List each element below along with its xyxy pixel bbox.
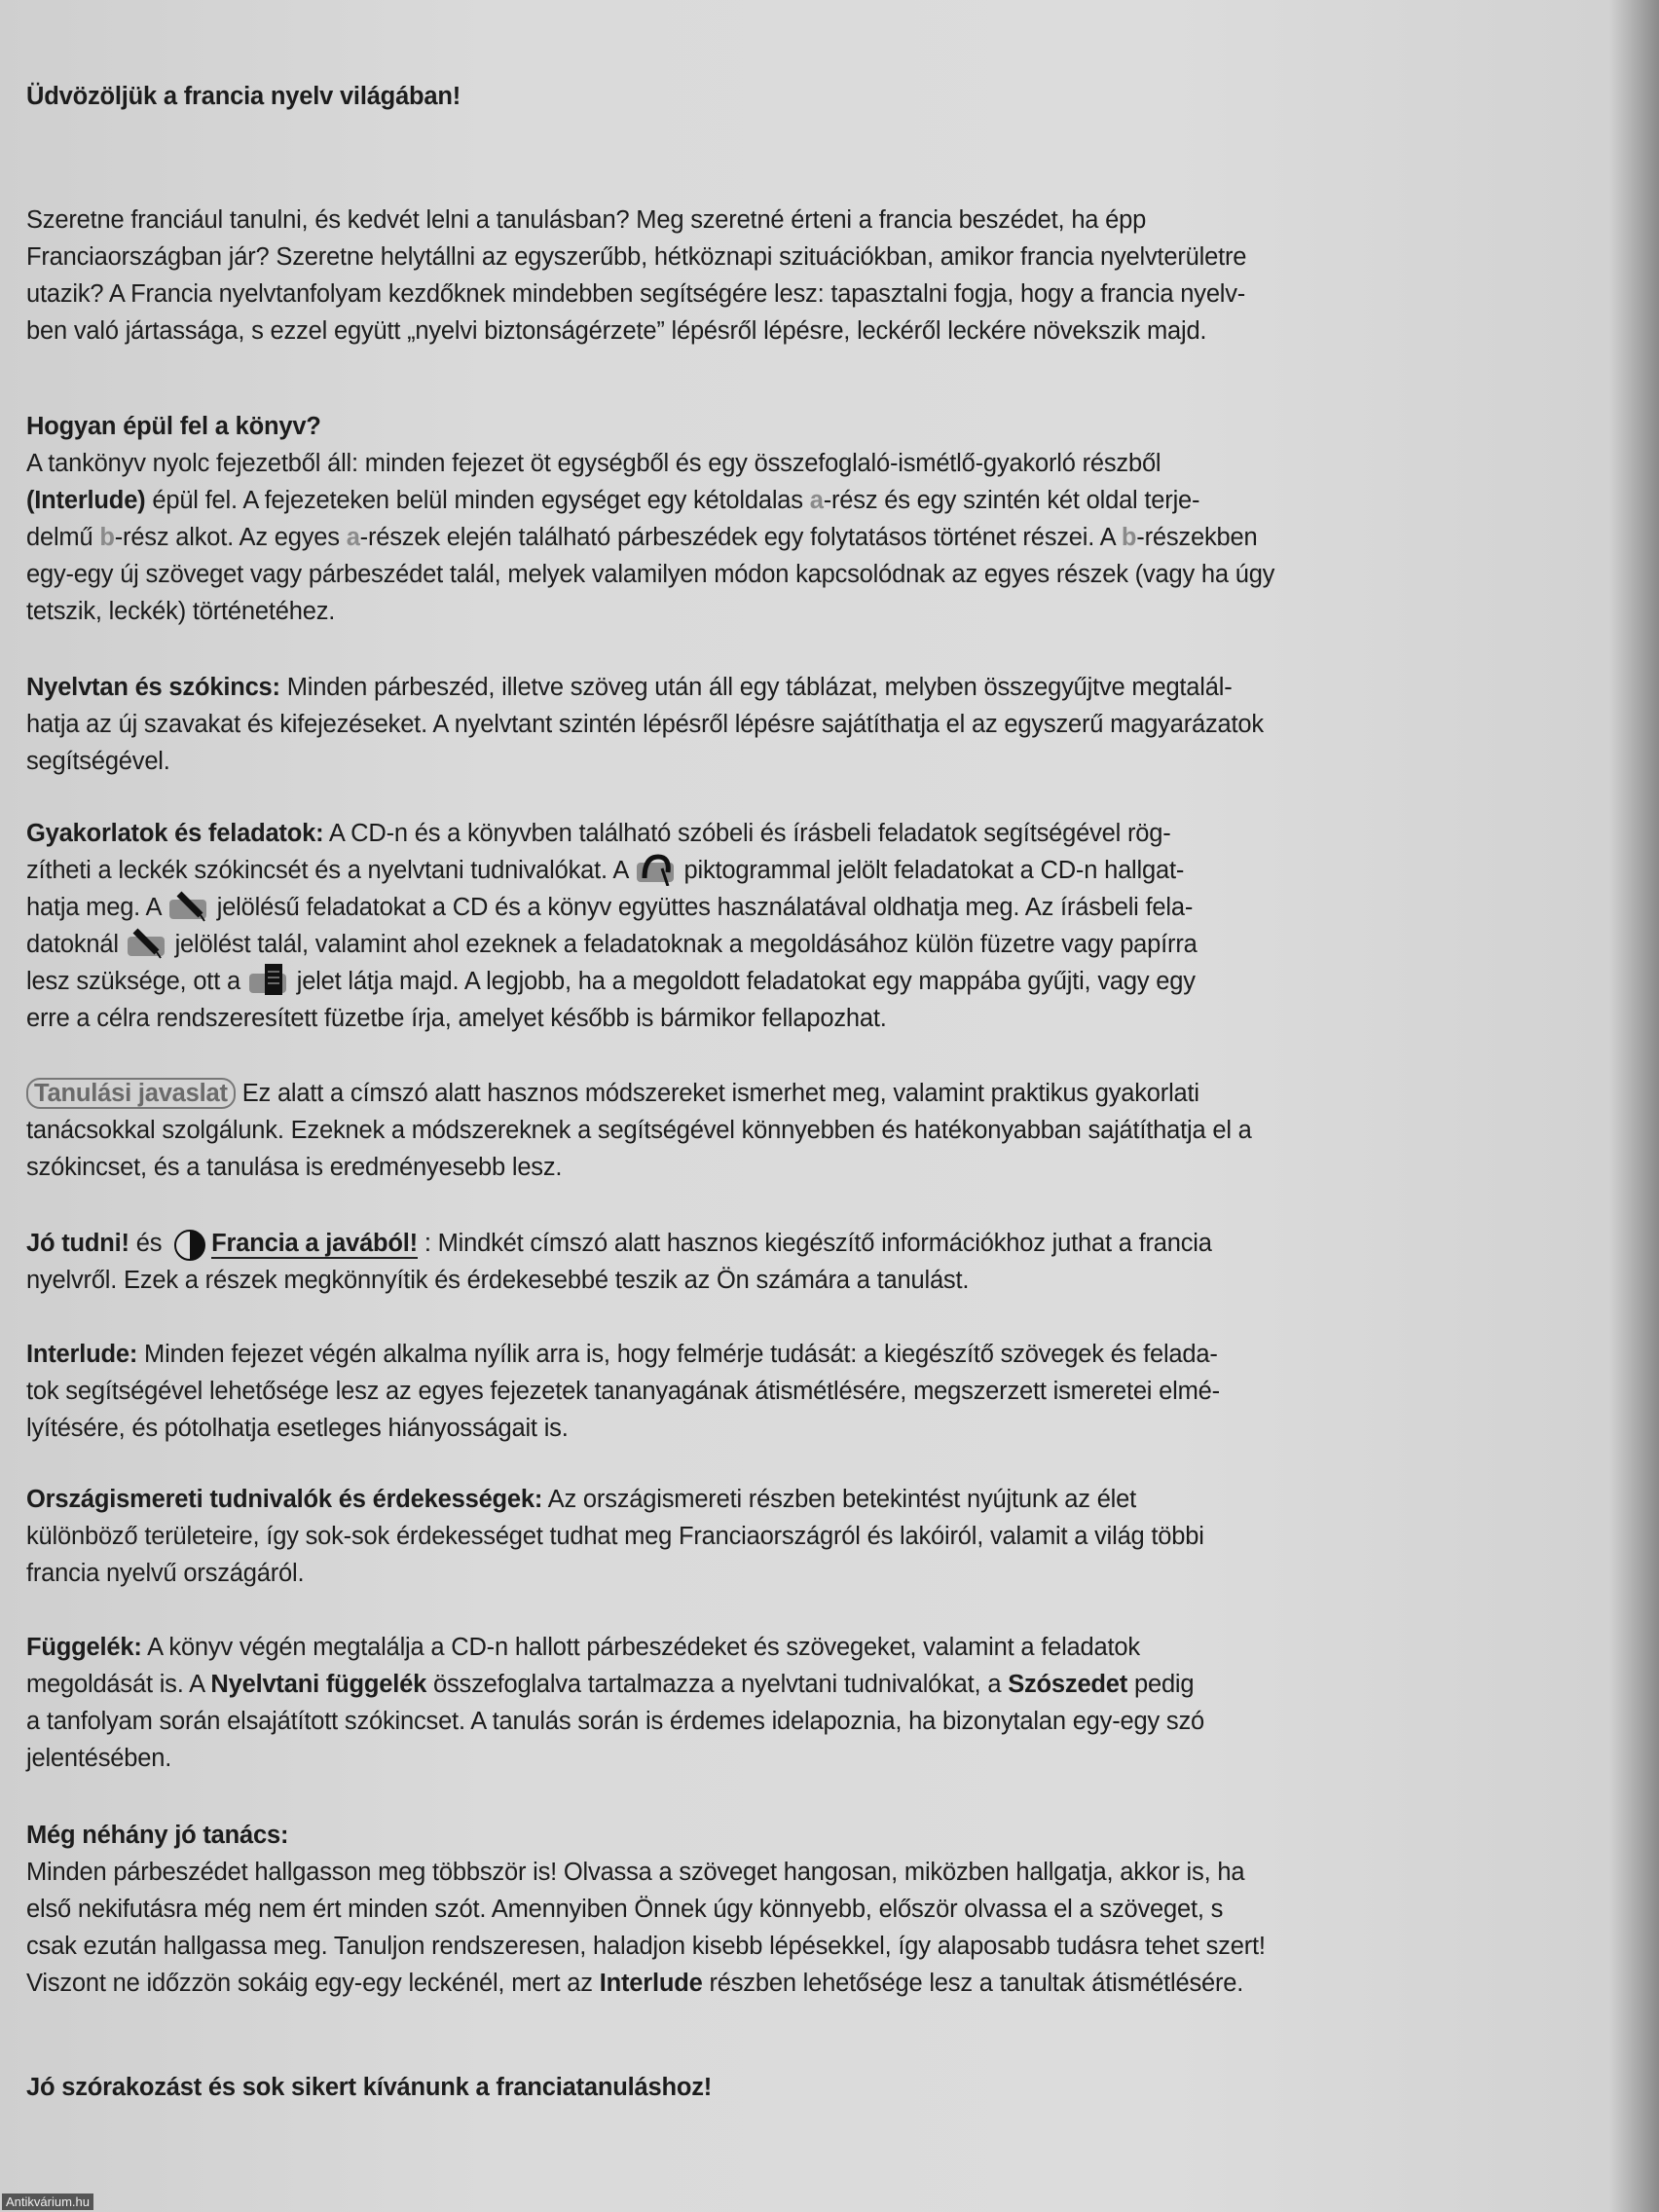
text-run: tetszik, leckék) történetéhez. xyxy=(26,598,336,625)
bold-term: Gyakorlatok és feladatok: xyxy=(26,820,324,847)
text-run: ben való jártassága, s ezzel együtt „nyelvi biztonságérzete” lépésről lépésre, leckéről leckére növekszik majd. xyxy=(26,317,1207,345)
text-line xyxy=(26,1666,1428,1703)
text-line xyxy=(26,1262,1428,1299)
text-line xyxy=(26,1518,1428,1555)
bold-term: Interlude: xyxy=(26,1341,138,1368)
text-run: Minden fejezet végén alkalma nyílik arra is, hogy felmérje tudását: a kiegészítő szövegek és felada- xyxy=(137,1341,1218,1368)
page-title-block xyxy=(26,78,1428,115)
watermark: Antikvárium.hu xyxy=(2,2194,93,2210)
text-run: tok segítségével lehetősége lesz az egyes fejezetek tananyagának átismétlésére, megszerzett ismeretei elmé- xyxy=(26,1378,1220,1405)
text-run: pedig xyxy=(1127,1671,1195,1698)
text-line xyxy=(26,1703,1428,1740)
bold-term: (Interlude) xyxy=(26,487,146,514)
paragraph xyxy=(26,815,1428,1037)
paragraph xyxy=(26,408,1428,630)
text-line xyxy=(26,1817,1428,1854)
text-run: Szeretne franciául tanulni, és kedvét lelni a tanulásban? Meg szeretné érteni a francia beszédet, ha épp xyxy=(26,206,1147,234)
tip-label: Tanulási javaslat xyxy=(26,1078,236,1109)
text-line xyxy=(26,1373,1428,1410)
text-run: -részekben xyxy=(1136,524,1258,551)
part-letter: a xyxy=(809,487,824,514)
bold-term: Hogyan épül fel a könyv? xyxy=(26,413,321,440)
text-line xyxy=(26,1965,1428,2002)
text-line xyxy=(26,556,1428,593)
text-line xyxy=(26,1336,1428,1373)
text-line xyxy=(26,963,1428,1000)
text-run: tanácsokkal szolgálunk. Ezeknek a módszereknek a segítségével könnyebben és hatékonyabban sajátíthatja el a xyxy=(26,1117,1252,1144)
text-run: lyítésére, és pótolhatja esetleges hiányosságait is. xyxy=(26,1415,569,1442)
page-title: Üdvözöljük a francia nyelv világában! xyxy=(26,83,461,110)
bold-term: Jó tudni! xyxy=(26,1230,129,1257)
text-run: jelet látja majd. A legjobb, ha a megoldott feladatokat egy mappába gyűjti, vagy egy xyxy=(289,968,1196,995)
text-run: különböző területeire, így sok-sok érdekességet tudhat meg Franciaországról és lakóiról, valamit a világ többi xyxy=(26,1523,1204,1550)
text-line xyxy=(26,445,1428,482)
text-line xyxy=(26,1555,1428,1592)
text-line xyxy=(26,1000,1428,1037)
text-run: megoldását is. A xyxy=(26,1671,211,1698)
paragraph xyxy=(26,1075,1428,1186)
bold-term: Interlude xyxy=(599,1970,703,1997)
text-line xyxy=(26,313,1428,350)
text-run: Ez alatt a címszó alatt hasznos módszereket ismerhet meg, valamint praktikus gyakorlati xyxy=(235,1080,1199,1107)
text-run: részben lehetősége lesz a tanultak átismétlésére. xyxy=(702,1970,1244,1997)
part-letter: b xyxy=(1121,524,1137,551)
text-run: A tankönyv nyolc fejezetből áll: minden fejezet öt egységből és egy összefoglaló-ismétlő-gyakorló részből xyxy=(26,450,1161,477)
paragraph xyxy=(26,1225,1428,1299)
part-letter: b xyxy=(99,524,115,551)
text-run: Az országismereti részben betekintést nyújtunk az élet xyxy=(542,1486,1137,1513)
text-line xyxy=(26,1481,1428,1518)
text-run: Minden párbeszédet hallgasson meg többször is! Olvassa a szöveget hangosan, miközben hallgatja, akkor is, ha xyxy=(26,1859,1245,1886)
bold-term: Nyelvtani függelék xyxy=(210,1671,427,1698)
bold-term: Még néhány jó tanács: xyxy=(26,1822,289,1849)
text-run: hatja meg. A xyxy=(26,894,167,921)
paragraph xyxy=(26,2069,1428,2106)
text-line xyxy=(26,1928,1428,1965)
text-line xyxy=(26,743,1428,780)
text-run: Minden párbeszéd, illetve szöveg után áll egy táblázat, melyben összegyűjtve megtalál- xyxy=(279,674,1233,701)
text-run: épül fel. A fejezeteken belül minden egységet egy kétoldalas xyxy=(145,487,810,514)
bold-term: Jó szórakozást és sok sikert kívánunk a franciatanuláshoz! xyxy=(26,2074,713,2101)
text-line xyxy=(26,482,1428,519)
text-line xyxy=(26,276,1428,313)
text-line xyxy=(26,1891,1428,1928)
paragraph xyxy=(26,1817,1428,2002)
text-line xyxy=(26,669,1428,706)
text-run: Viszont ne időzzön sokáig egy-egy leckénél, mert az xyxy=(26,1970,600,1997)
text-line xyxy=(26,815,1428,852)
text-run: lesz szüksége, ott a xyxy=(26,968,247,995)
text-run: segítségével. xyxy=(26,748,170,775)
text-run: hatja az új szavakat és kifejezéseket. A nyelvtant szintén lépésről lépésre sajátíthatja el az egyszerű magyarázatok xyxy=(26,711,1264,738)
paragraph xyxy=(26,1629,1428,1777)
text-run: első nekifutásra még nem ért minden szót. Amennyiben Önnek úgy könnyebb, először olvassa el a szöveget, s xyxy=(26,1896,1224,1923)
text-run: és xyxy=(129,1230,169,1257)
text-line xyxy=(26,519,1428,556)
part-letter: a xyxy=(346,524,360,551)
text-line xyxy=(26,593,1428,630)
bold-term: Nyelvtan és szókincs: xyxy=(26,674,280,701)
pencil-icon xyxy=(128,931,166,958)
text-run: -részek elején található párbeszédek egy folytatásos történet részei. A xyxy=(359,524,1122,551)
text-run: erre a célra rendszeresített füzetbe írja, amelyet később is bármikor fellapozhat. xyxy=(26,1005,887,1032)
notebook-icon xyxy=(249,968,288,995)
text-run: egy-egy új szöveget vagy párbeszédet talál, melyek valamilyen módon kapcsolódnak az egyes részek (vagy ha úgy xyxy=(26,561,1275,588)
text-run: jelentésében. xyxy=(26,1745,172,1772)
text-run: a tanfolyam során elsajátított szókincset. A tanulás során is érdemes idelapoznia, ha bizonytalan egy-egy szó xyxy=(26,1708,1204,1735)
text-line xyxy=(26,1112,1428,1149)
text-run: -rész alkot. Az egyes xyxy=(114,524,347,551)
bold-term: Szószedet xyxy=(1008,1671,1128,1698)
text-line xyxy=(26,852,1428,889)
text-line xyxy=(26,1629,1428,1666)
text-run: datoknál xyxy=(26,931,126,958)
headphones-icon xyxy=(637,857,676,884)
text-line xyxy=(26,2069,1428,2106)
text-run: delmű xyxy=(26,524,100,551)
text-run: A CD-n és a könyvben található szóbeli és írásbeli feladatok segítségével rög- xyxy=(323,820,1171,847)
text-line xyxy=(26,202,1428,239)
section-label: Francia a javából! xyxy=(211,1230,418,1257)
text-run: francia nyelvű országáról. xyxy=(26,1560,305,1587)
paragraph xyxy=(26,669,1428,780)
text-line xyxy=(26,239,1428,276)
text-run: jelölést talál, valamint ahol ezeknek a feladatoknak a megoldásához külön füzetre vagy papírra xyxy=(167,931,1198,958)
text-line xyxy=(26,1854,1428,1891)
text-run: zítheti a leckék szókincsét és a nyelvtani tudnivalókat. A xyxy=(26,857,635,884)
bold-term: Országismereti tudnivalók és érdekességek: xyxy=(26,1486,543,1513)
text-line xyxy=(26,889,1428,926)
paragraph xyxy=(26,1336,1428,1447)
text-run: -rész és egy szintén két oldal terje- xyxy=(823,487,1200,514)
info-icon xyxy=(170,1230,209,1257)
text-run: szókincset, és a tanulása is eredményesebb lesz. xyxy=(26,1154,563,1181)
text-line xyxy=(26,926,1428,963)
text-run: : Mindkét címszó alatt hasznos kiegészítő információkhoz juthat a francia xyxy=(417,1230,1212,1257)
text-run: piktogrammal jelölt feladatokat a CD-n hallgat- xyxy=(677,857,1185,884)
pen-icon xyxy=(169,894,208,921)
text-line xyxy=(26,1149,1428,1186)
text-run: csak ezután hallgassa meg. Tanuljon rendszeresen, haladjon kisebb lépésekkel, így alaposabb tudásra tehet szert! xyxy=(26,1933,1266,1960)
paragraph xyxy=(26,202,1428,350)
text-line xyxy=(26,706,1428,743)
text-line xyxy=(26,1075,1428,1112)
text-line xyxy=(26,408,1428,445)
text-run: A könyv végén megtalálja a CD-n hallott párbeszédeket és szövegeket, valamint a feladatok xyxy=(141,1634,1140,1661)
text-line xyxy=(26,1740,1428,1777)
text-run: utazik? A Francia nyelvtanfolyam kezdőknek mindebben segítségére lesz: tapasztalni fogja, hogy a francia nyelv- xyxy=(26,280,1246,308)
text-line xyxy=(26,1410,1428,1447)
bold-term: Függelék: xyxy=(26,1634,142,1661)
text-line xyxy=(26,1225,1428,1262)
text-run: összefoglalva tartalmazza a nyelvtani tudnivalókat, a xyxy=(426,1671,1009,1698)
text-run: Franciaországban jár? Szeretne helytállni az egyszerűbb, hétköznapi szituációkban, amikor francia nyelvterületre xyxy=(26,243,1247,271)
text-run: jelölésű feladatokat a CD és a könyv együttes használatával oldhatja meg. Az írásbeli fela- xyxy=(209,894,1194,921)
text-run: nyelvről. Ezek a részek megkönnyítik és érdekesebbé teszik az Ön számára a tanulást. xyxy=(26,1267,970,1294)
paragraph xyxy=(26,1481,1428,1592)
